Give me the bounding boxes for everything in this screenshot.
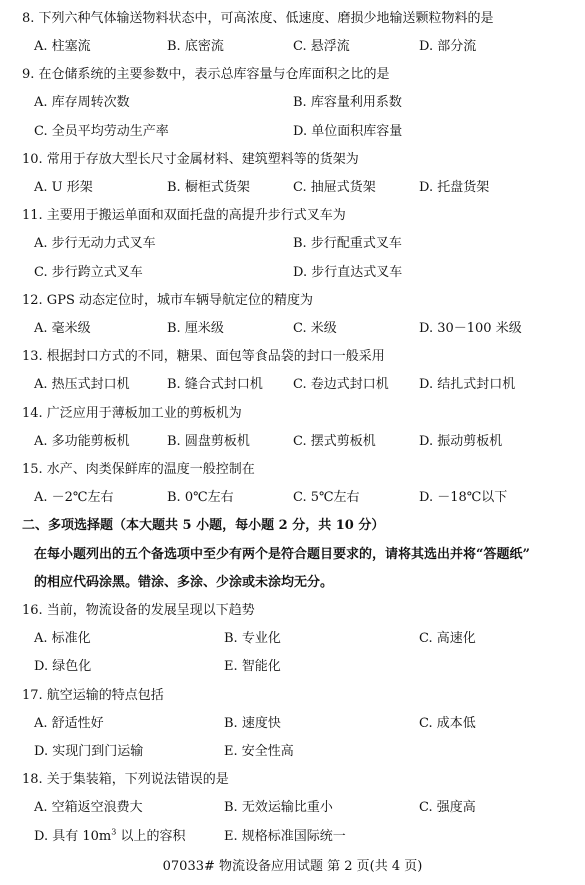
question-8-option-a: A. 柱塞流	[34, 39, 91, 54]
question-14-option-b: B. 圆盘剪板机	[167, 434, 250, 449]
question-18-option-d	[34, 829, 185, 845]
question-14-stem: 14. 广泛应用于薄板加工业的剪板机为	[22, 406, 242, 421]
question-15-stem: 15. 水产、肉类保鲜库的温度一般控制在	[22, 462, 255, 477]
cubic-superscript: 3	[111, 827, 117, 837]
question-17-option-e: E. 安全性高	[224, 744, 294, 759]
question-18-option-d-text: D. 具有 10m	[34, 829, 112, 844]
question-11-option-a: A. 步行无动力式叉车	[34, 236, 156, 251]
question-15-option-a: A. －2℃左右	[34, 490, 114, 505]
question-14-option-c: C. 摆式剪板机	[293, 434, 376, 449]
question-13-option-d: D. 结扎式封口机	[419, 377, 516, 392]
question-12-option-d: D. 30－100 米级	[419, 321, 522, 336]
question-14-option-a: A. 多功能剪板机	[34, 434, 130, 449]
question-9-option-b: B. 库容量利用系数	[293, 95, 402, 110]
question-11-option-c: C. 步行跨立式叉车	[34, 265, 143, 280]
question-18-stem: 18. 关于集装箱，下列说法错误的是	[22, 772, 229, 787]
question-10-option-d: D. 托盘货架	[419, 180, 490, 195]
question-9-option-a: A. 库存周转次数	[34, 95, 130, 110]
question-18-option-a: A. 空箱返空浪费大	[34, 800, 143, 815]
section-2-instruction-line-1: 在每小题列出的五个备选项中至少有两个是符合题目要求的，请将其选出并将“答题纸”	[34, 547, 530, 562]
question-16-option-a: A. 标准化	[34, 631, 91, 646]
question-9-stem: 9. 在仓储系统的主要参数中，表示总库容量与仓库面积之比的是	[22, 67, 390, 82]
question-16-option-d: D. 绿色化	[34, 659, 92, 674]
section-2-instruction-line-2: 的相应代码涂黑。错涂、多涂、少涂或未涂均无分。	[34, 575, 334, 590]
question-17-option-d: D. 实现门到门运输	[34, 744, 144, 759]
question-16-option-b: B. 专业化	[224, 631, 281, 646]
question-15-option-d: D. －18℃以下	[419, 490, 508, 505]
question-17-option-b: B. 速度快	[224, 716, 281, 731]
question-13-option-a: A. 热压式封口机	[34, 377, 130, 392]
question-10-option-b: B. 橱柜式货架	[167, 180, 250, 195]
question-15-option-b: B. 0℃左右	[167, 490, 234, 505]
question-11-option-d: D. 步行直达式叉车	[293, 265, 403, 280]
question-9-option-d: D. 单位面积库容量	[293, 124, 403, 139]
question-18-option-e: E. 规格标准国际统一	[224, 829, 346, 844]
question-12-option-c: C. 米级	[293, 321, 337, 336]
question-8-option-c: C. 悬浮流	[293, 39, 350, 54]
question-8-option-d: D. 部分流	[419, 39, 477, 54]
question-9-option-c: C. 全员平均劳动生产率	[34, 124, 169, 139]
question-14-option-d: D. 振动剪板机	[419, 434, 503, 449]
question-17-option-a: A. 舒适性好	[34, 716, 104, 731]
question-16-option-c: C. 高速化	[419, 631, 476, 646]
question-11-stem: 11. 主要用于搬运单面和双面托盘的高提升步行式叉车为	[22, 208, 346, 223]
question-13-stem: 13. 根据封口方式的不同，糖果、面包等食品袋的封口一般采用	[22, 349, 385, 364]
question-13-option-c: C. 卷边式封口机	[293, 377, 389, 392]
question-10-option-c: C. 抽屉式货架	[293, 180, 376, 195]
question-12-option-b: B. 厘米级	[167, 321, 224, 336]
question-15-option-c: C. 5℃左右	[293, 490, 360, 505]
question-17-stem: 17. 航空运输的特点包括	[22, 688, 164, 703]
question-8-stem: 8. 下列六种气体输送物料状态中，可高浓度、低速度、磨损少地输送颗粒物料的是	[22, 11, 494, 26]
page-footer: 07033# 物流设备应用试题 第 2 页(共 4 页)	[162, 859, 423, 874]
question-18-option-d-suffix: 以上的容积	[116, 829, 186, 844]
question-16-stem: 16. 当前，物流设备的发展呈现以下趋势	[22, 603, 255, 618]
question-12-stem: 12. GPS 动态定位时，城市车辆导航定位的精度为	[22, 293, 313, 308]
question-18-option-c: C. 强度高	[419, 800, 476, 815]
question-8-option-b: B. 底密流	[167, 39, 224, 54]
question-10-stem: 10. 常用于存放大型长尺寸金属材料、建筑塑料等的货架为	[22, 152, 359, 167]
question-17-option-c: C. 成本低	[419, 716, 476, 731]
question-18-option-b: B. 无效运输比重小	[224, 800, 333, 815]
question-11-option-b: B. 步行配重式叉车	[293, 236, 402, 251]
question-12-option-a: A. 毫米级	[34, 321, 91, 336]
question-16-option-e: E. 智能化	[224, 659, 281, 674]
section-2-heading: 二、多项选择题（本大题共 5 小题，每小题 2 分，共 10 分）	[22, 518, 385, 533]
question-10-option-a: A. U 形架	[34, 180, 93, 195]
question-13-option-b: B. 缝合式封口机	[167, 377, 263, 392]
